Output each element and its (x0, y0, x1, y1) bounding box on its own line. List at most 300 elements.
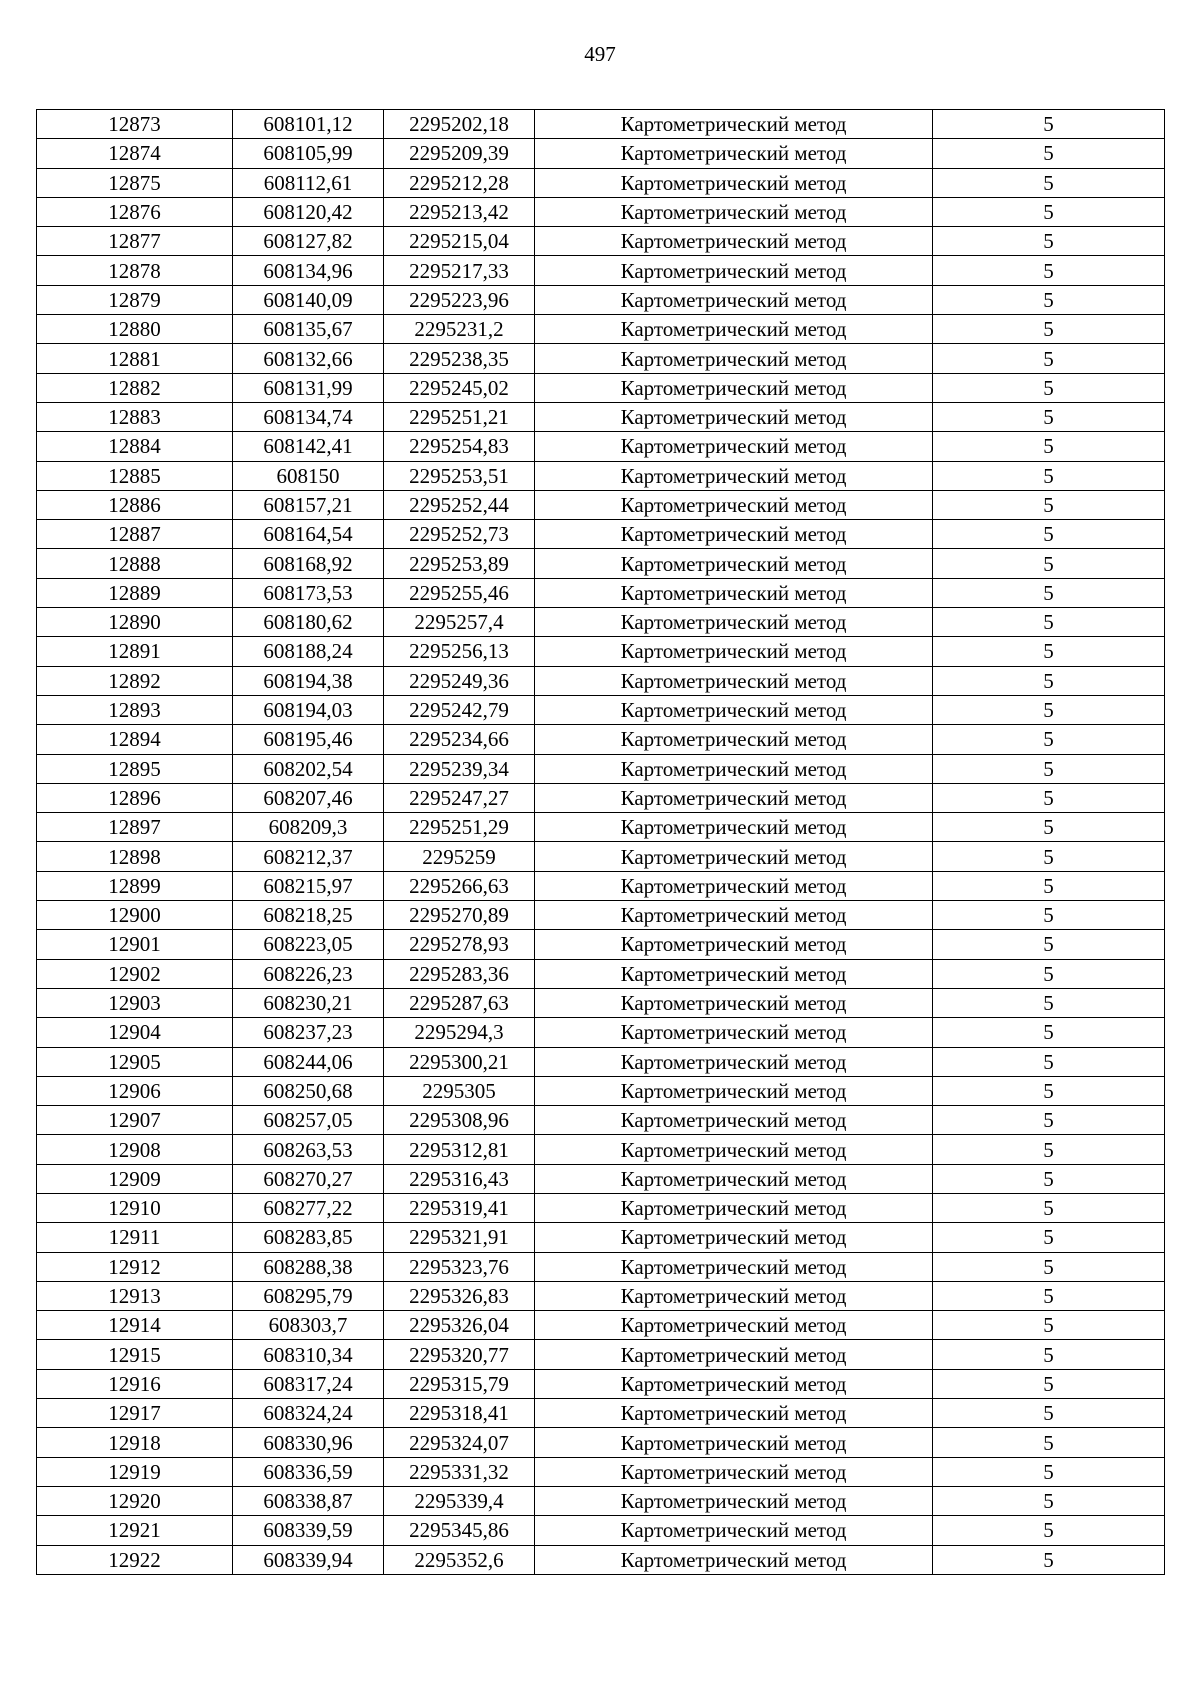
table-row (37, 432, 1165, 461)
y-coordinate-cell: 2295259 (384, 842, 535, 871)
x-coordinate-cell: 608195,46 (233, 725, 384, 754)
y-coordinate-cell: 2295294,3 (384, 1018, 535, 1047)
table-row (37, 959, 1165, 988)
x-coordinate-cell: 608270,27 (233, 1164, 384, 1193)
table-row (37, 344, 1165, 373)
accuracy-cell: 5 (933, 754, 1165, 783)
method-cell: Картометрический метод (535, 315, 933, 344)
accuracy-cell: 5 (933, 1193, 1165, 1222)
table-row (37, 1164, 1165, 1193)
y-coordinate-cell: 2295231,2 (384, 315, 535, 344)
accuracy-cell: 5 (933, 1516, 1165, 1545)
x-coordinate-cell: 608223,05 (233, 930, 384, 959)
table-row (37, 1311, 1165, 1340)
y-coordinate-cell: 2295255,46 (384, 578, 535, 607)
method-cell: Картометрический метод (535, 1076, 933, 1105)
method-cell: Картометрический метод (535, 520, 933, 549)
table-row (37, 490, 1165, 519)
method-cell: Картометрический метод (535, 608, 933, 637)
method-cell: Картометрический метод (535, 1428, 933, 1457)
x-coordinate-cell: 608250,68 (233, 1076, 384, 1105)
coordinates-table-body (37, 110, 1165, 1575)
x-coordinate-cell: 608283,85 (233, 1223, 384, 1252)
point-number-cell: 12890 (37, 608, 233, 637)
y-coordinate-cell: 2295209,39 (384, 139, 535, 168)
table-row (37, 1486, 1165, 1515)
point-number-cell: 12873 (37, 110, 233, 139)
accuracy-cell: 5 (933, 461, 1165, 490)
method-cell: Картометрический метод (535, 1106, 933, 1135)
method-cell: Картометрический метод (535, 168, 933, 197)
accuracy-cell: 5 (933, 666, 1165, 695)
page-number: 497 (584, 42, 616, 66)
table-row (37, 256, 1165, 285)
point-number-cell: 12910 (37, 1193, 233, 1222)
table-row (37, 1428, 1165, 1457)
point-number-cell: 12913 (37, 1281, 233, 1310)
x-coordinate-cell: 608135,67 (233, 315, 384, 344)
table-row (37, 988, 1165, 1017)
x-coordinate-cell: 608194,03 (233, 695, 384, 724)
x-coordinate-cell: 608140,09 (233, 285, 384, 314)
point-number-cell: 12878 (37, 256, 233, 285)
point-number-cell: 12921 (37, 1516, 233, 1545)
method-cell: Картометрический метод (535, 227, 933, 256)
table-row (37, 1047, 1165, 1076)
accuracy-cell: 5 (933, 1545, 1165, 1574)
table-row (37, 783, 1165, 812)
x-coordinate-cell: 608338,87 (233, 1486, 384, 1515)
y-coordinate-cell: 2295251,29 (384, 813, 535, 842)
point-number-cell: 12922 (37, 1545, 233, 1574)
method-cell: Картометрический метод (535, 1486, 933, 1515)
x-coordinate-cell: 608230,21 (233, 988, 384, 1017)
accuracy-cell: 5 (933, 256, 1165, 285)
accuracy-cell: 5 (933, 842, 1165, 871)
accuracy-cell: 5 (933, 520, 1165, 549)
table-row (37, 1106, 1165, 1135)
point-number-cell: 12903 (37, 988, 233, 1017)
y-coordinate-cell: 2295252,73 (384, 520, 535, 549)
method-cell: Картометрический метод (535, 1223, 933, 1252)
accuracy-cell: 5 (933, 168, 1165, 197)
point-number-cell: 12895 (37, 754, 233, 783)
method-cell: Картометрический метод (535, 1193, 933, 1222)
table-row (37, 666, 1165, 695)
point-number-cell: 12906 (37, 1076, 233, 1105)
accuracy-cell: 5 (933, 871, 1165, 900)
accuracy-cell: 5 (933, 490, 1165, 519)
y-coordinate-cell: 2295278,93 (384, 930, 535, 959)
x-coordinate-cell: 608310,34 (233, 1340, 384, 1369)
y-coordinate-cell: 2295270,89 (384, 901, 535, 930)
y-coordinate-cell: 2295352,6 (384, 1545, 535, 1574)
table-row (37, 168, 1165, 197)
table-row (37, 871, 1165, 900)
table-row (37, 901, 1165, 930)
method-cell: Картометрический метод (535, 578, 933, 607)
table-row (37, 695, 1165, 724)
method-cell: Картометрический метод (535, 461, 933, 490)
point-number-cell: 12885 (37, 461, 233, 490)
method-cell: Картометрический метод (535, 930, 933, 959)
point-number-cell: 12877 (37, 227, 233, 256)
point-number-cell: 12912 (37, 1252, 233, 1281)
y-coordinate-cell: 2295321,91 (384, 1223, 535, 1252)
x-coordinate-cell: 608339,59 (233, 1516, 384, 1545)
point-number-cell: 12883 (37, 402, 233, 431)
table-row (37, 1340, 1165, 1369)
point-number-cell: 12876 (37, 197, 233, 226)
table-row (37, 285, 1165, 314)
point-number-cell: 12909 (37, 1164, 233, 1193)
y-coordinate-cell: 2295234,66 (384, 725, 535, 754)
method-cell: Картометрический метод (535, 637, 933, 666)
accuracy-cell: 5 (933, 1164, 1165, 1193)
accuracy-cell: 5 (933, 725, 1165, 754)
table-row (37, 1545, 1165, 1574)
method-cell: Картометрический метод (535, 344, 933, 373)
table-row (37, 754, 1165, 783)
y-coordinate-cell: 2295266,63 (384, 871, 535, 900)
x-coordinate-cell: 608188,24 (233, 637, 384, 666)
y-coordinate-cell: 2295202,18 (384, 110, 535, 139)
point-number-cell: 12880 (37, 315, 233, 344)
accuracy-cell: 5 (933, 578, 1165, 607)
point-number-cell: 12900 (37, 901, 233, 930)
method-cell: Картометрический метод (535, 373, 933, 402)
accuracy-cell: 5 (933, 637, 1165, 666)
point-number-cell: 12905 (37, 1047, 233, 1076)
point-number-cell: 12886 (37, 490, 233, 519)
x-coordinate-cell: 608131,99 (233, 373, 384, 402)
accuracy-cell: 5 (933, 930, 1165, 959)
y-coordinate-cell: 2295256,13 (384, 637, 535, 666)
point-number-cell: 12884 (37, 432, 233, 461)
table-row (37, 725, 1165, 754)
y-coordinate-cell: 2295318,41 (384, 1399, 535, 1428)
method-cell: Картометрический метод (535, 1164, 933, 1193)
x-coordinate-cell: 608336,59 (233, 1457, 384, 1486)
x-coordinate-cell: 608218,25 (233, 901, 384, 930)
x-coordinate-cell: 608120,42 (233, 197, 384, 226)
y-coordinate-cell: 2295339,4 (384, 1486, 535, 1515)
y-coordinate-cell: 2295331,32 (384, 1457, 535, 1486)
accuracy-cell: 5 (933, 1076, 1165, 1105)
method-cell: Картометрический метод (535, 285, 933, 314)
table-row (37, 930, 1165, 959)
point-number-cell: 12892 (37, 666, 233, 695)
method-cell: Картометрический метод (535, 549, 933, 578)
table-row (37, 1399, 1165, 1428)
x-coordinate-cell: 608263,53 (233, 1135, 384, 1164)
y-coordinate-cell: 2295287,63 (384, 988, 535, 1017)
method-cell: Картометрический метод (535, 1018, 933, 1047)
x-coordinate-cell: 608207,46 (233, 783, 384, 812)
x-coordinate-cell: 608112,61 (233, 168, 384, 197)
method-cell: Картометрический метод (535, 1457, 933, 1486)
method-cell: Картометрический метод (535, 1047, 933, 1076)
table-row (37, 227, 1165, 256)
method-cell: Картометрический метод (535, 813, 933, 842)
point-number-cell: 12911 (37, 1223, 233, 1252)
table-row (37, 373, 1165, 402)
method-cell: Картометрический метод (535, 1516, 933, 1545)
accuracy-cell: 5 (933, 988, 1165, 1017)
y-coordinate-cell: 2295253,51 (384, 461, 535, 490)
accuracy-cell: 5 (933, 139, 1165, 168)
table-row (37, 1281, 1165, 1310)
table-row (37, 842, 1165, 871)
accuracy-cell: 5 (933, 608, 1165, 637)
table-row (37, 315, 1165, 344)
accuracy-cell: 5 (933, 110, 1165, 139)
table-row (37, 608, 1165, 637)
accuracy-cell: 5 (933, 1252, 1165, 1281)
point-number-cell: 12897 (37, 813, 233, 842)
x-coordinate-cell: 608288,38 (233, 1252, 384, 1281)
x-coordinate-cell: 608295,79 (233, 1281, 384, 1310)
point-number-cell: 12891 (37, 637, 233, 666)
method-cell: Картометрический метод (535, 139, 933, 168)
x-coordinate-cell: 608317,24 (233, 1369, 384, 1398)
x-coordinate-cell: 608244,06 (233, 1047, 384, 1076)
x-coordinate-cell: 608324,24 (233, 1399, 384, 1428)
x-coordinate-cell: 608209,3 (233, 813, 384, 842)
method-cell: Картометрический метод (535, 402, 933, 431)
y-coordinate-cell: 2295242,79 (384, 695, 535, 724)
point-number-cell: 12918 (37, 1428, 233, 1457)
method-cell: Картометрический метод (535, 197, 933, 226)
table-row (37, 1135, 1165, 1164)
y-coordinate-cell: 2295253,89 (384, 549, 535, 578)
accuracy-cell: 5 (933, 344, 1165, 373)
table-row (37, 549, 1165, 578)
coordinates-table (36, 109, 1165, 1575)
y-coordinate-cell: 2295324,07 (384, 1428, 535, 1457)
x-coordinate-cell: 608180,62 (233, 608, 384, 637)
method-cell: Картометрический метод (535, 725, 933, 754)
y-coordinate-cell: 2295316,43 (384, 1164, 535, 1193)
y-coordinate-cell: 2295249,36 (384, 666, 535, 695)
point-number-cell: 12896 (37, 783, 233, 812)
method-cell: Картометрический метод (535, 1545, 933, 1574)
y-coordinate-cell: 2295305 (384, 1076, 535, 1105)
point-number-cell: 12917 (37, 1399, 233, 1428)
x-coordinate-cell: 608134,74 (233, 402, 384, 431)
table-row (37, 520, 1165, 549)
accuracy-cell: 5 (933, 197, 1165, 226)
table-row (37, 1076, 1165, 1105)
method-cell: Картометрический метод (535, 432, 933, 461)
x-coordinate-cell: 608157,21 (233, 490, 384, 519)
y-coordinate-cell: 2295238,35 (384, 344, 535, 373)
method-cell: Картометрический метод (535, 754, 933, 783)
table-row (37, 1252, 1165, 1281)
point-number-cell: 12893 (37, 695, 233, 724)
accuracy-cell: 5 (933, 1399, 1165, 1428)
point-number-cell: 12889 (37, 578, 233, 607)
y-coordinate-cell: 2295215,04 (384, 227, 535, 256)
accuracy-cell: 5 (933, 1135, 1165, 1164)
table-row (37, 1223, 1165, 1252)
point-number-cell: 12916 (37, 1369, 233, 1398)
point-number-cell: 12908 (37, 1135, 233, 1164)
point-number-cell: 12875 (37, 168, 233, 197)
point-number-cell: 12894 (37, 725, 233, 754)
accuracy-cell: 5 (933, 1369, 1165, 1398)
point-number-cell: 12901 (37, 930, 233, 959)
x-coordinate-cell: 608303,7 (233, 1311, 384, 1340)
x-coordinate-cell: 608194,38 (233, 666, 384, 695)
y-coordinate-cell: 2295326,83 (384, 1281, 535, 1310)
point-number-cell: 12920 (37, 1486, 233, 1515)
point-number-cell: 12898 (37, 842, 233, 871)
x-coordinate-cell: 608134,96 (233, 256, 384, 285)
x-coordinate-cell: 608226,23 (233, 959, 384, 988)
x-coordinate-cell: 608330,96 (233, 1428, 384, 1457)
y-coordinate-cell: 2295247,27 (384, 783, 535, 812)
method-cell: Картометрический метод (535, 666, 933, 695)
table-row (37, 1457, 1165, 1486)
x-coordinate-cell: 608277,22 (233, 1193, 384, 1222)
method-cell: Картометрический метод (535, 1281, 933, 1310)
accuracy-cell: 5 (933, 1018, 1165, 1047)
y-coordinate-cell: 2295315,79 (384, 1369, 535, 1398)
point-number-cell: 12888 (37, 549, 233, 578)
table-row (37, 1193, 1165, 1222)
point-number-cell: 12904 (37, 1018, 233, 1047)
method-cell: Картометрический метод (535, 256, 933, 285)
point-number-cell: 12879 (37, 285, 233, 314)
y-coordinate-cell: 2295319,41 (384, 1193, 535, 1222)
x-coordinate-cell: 608212,37 (233, 842, 384, 871)
accuracy-cell: 5 (933, 549, 1165, 578)
accuracy-cell: 5 (933, 1457, 1165, 1486)
accuracy-cell: 5 (933, 1047, 1165, 1076)
accuracy-cell: 5 (933, 813, 1165, 842)
accuracy-cell: 5 (933, 1340, 1165, 1369)
table-row (37, 578, 1165, 607)
x-coordinate-cell: 608173,53 (233, 578, 384, 607)
y-coordinate-cell: 2295223,96 (384, 285, 535, 314)
method-cell: Картометрический метод (535, 1369, 933, 1398)
x-coordinate-cell: 608168,92 (233, 549, 384, 578)
method-cell: Картометрический метод (535, 1252, 933, 1281)
y-coordinate-cell: 2295213,42 (384, 197, 535, 226)
x-coordinate-cell: 608202,54 (233, 754, 384, 783)
table-row (37, 110, 1165, 139)
accuracy-cell: 5 (933, 959, 1165, 988)
y-coordinate-cell: 2295312,81 (384, 1135, 535, 1164)
y-coordinate-cell: 2295283,36 (384, 959, 535, 988)
accuracy-cell: 5 (933, 432, 1165, 461)
x-coordinate-cell: 608215,97 (233, 871, 384, 900)
method-cell: Картометрический метод (535, 110, 933, 139)
y-coordinate-cell: 2295320,77 (384, 1340, 535, 1369)
y-coordinate-cell: 2295212,28 (384, 168, 535, 197)
table-row (37, 637, 1165, 666)
point-number-cell: 12874 (37, 139, 233, 168)
accuracy-cell: 5 (933, 695, 1165, 724)
point-number-cell: 12881 (37, 344, 233, 373)
accuracy-cell: 5 (933, 1486, 1165, 1515)
method-cell: Картометрический метод (535, 783, 933, 812)
point-number-cell: 12907 (37, 1106, 233, 1135)
x-coordinate-cell: 608132,66 (233, 344, 384, 373)
accuracy-cell: 5 (933, 1428, 1165, 1457)
x-coordinate-cell: 608164,54 (233, 520, 384, 549)
y-coordinate-cell: 2295326,04 (384, 1311, 535, 1340)
method-cell: Картометрический метод (535, 1135, 933, 1164)
point-number-cell: 12919 (37, 1457, 233, 1486)
method-cell: Картометрический метод (535, 1340, 933, 1369)
accuracy-cell: 5 (933, 315, 1165, 344)
y-coordinate-cell: 2295217,33 (384, 256, 535, 285)
y-coordinate-cell: 2295239,34 (384, 754, 535, 783)
y-coordinate-cell: 2295245,02 (384, 373, 535, 402)
method-cell: Картометрический метод (535, 695, 933, 724)
y-coordinate-cell: 2295323,76 (384, 1252, 535, 1281)
y-coordinate-cell: 2295251,21 (384, 402, 535, 431)
accuracy-cell: 5 (933, 285, 1165, 314)
x-coordinate-cell: 608142,41 (233, 432, 384, 461)
accuracy-cell: 5 (933, 901, 1165, 930)
x-coordinate-cell: 608339,94 (233, 1545, 384, 1574)
point-number-cell: 12914 (37, 1311, 233, 1340)
method-cell: Картометрический метод (535, 1311, 933, 1340)
accuracy-cell: 5 (933, 1106, 1165, 1135)
table-row (37, 1018, 1165, 1047)
method-cell: Картометрический метод (535, 871, 933, 900)
x-coordinate-cell: 608127,82 (233, 227, 384, 256)
y-coordinate-cell: 2295345,86 (384, 1516, 535, 1545)
table-row (37, 461, 1165, 490)
accuracy-cell: 5 (933, 373, 1165, 402)
y-coordinate-cell: 2295257,4 (384, 608, 535, 637)
method-cell: Картометрический метод (535, 842, 933, 871)
point-number-cell: 12915 (37, 1340, 233, 1369)
method-cell: Картометрический метод (535, 959, 933, 988)
x-coordinate-cell: 608105,99 (233, 139, 384, 168)
table-row (37, 402, 1165, 431)
method-cell: Картометрический метод (535, 988, 933, 1017)
y-coordinate-cell: 2295308,96 (384, 1106, 535, 1135)
accuracy-cell: 5 (933, 227, 1165, 256)
x-coordinate-cell: 608150 (233, 461, 384, 490)
x-coordinate-cell: 608237,23 (233, 1018, 384, 1047)
point-number-cell: 12899 (37, 871, 233, 900)
table-row (37, 197, 1165, 226)
y-coordinate-cell: 2295254,83 (384, 432, 535, 461)
method-cell: Картометрический метод (535, 490, 933, 519)
method-cell: Картометрический метод (535, 901, 933, 930)
accuracy-cell: 5 (933, 402, 1165, 431)
table-row (37, 813, 1165, 842)
point-number-cell: 12882 (37, 373, 233, 402)
table-row (37, 139, 1165, 168)
method-cell: Картометрический метод (535, 1399, 933, 1428)
y-coordinate-cell: 2295252,44 (384, 490, 535, 519)
point-number-cell: 12887 (37, 520, 233, 549)
table-row (37, 1369, 1165, 1398)
accuracy-cell: 5 (933, 1311, 1165, 1340)
accuracy-cell: 5 (933, 1281, 1165, 1310)
point-number-cell: 12902 (37, 959, 233, 988)
y-coordinate-cell: 2295300,21 (384, 1047, 535, 1076)
x-coordinate-cell: 608101,12 (233, 110, 384, 139)
accuracy-cell: 5 (933, 1223, 1165, 1252)
